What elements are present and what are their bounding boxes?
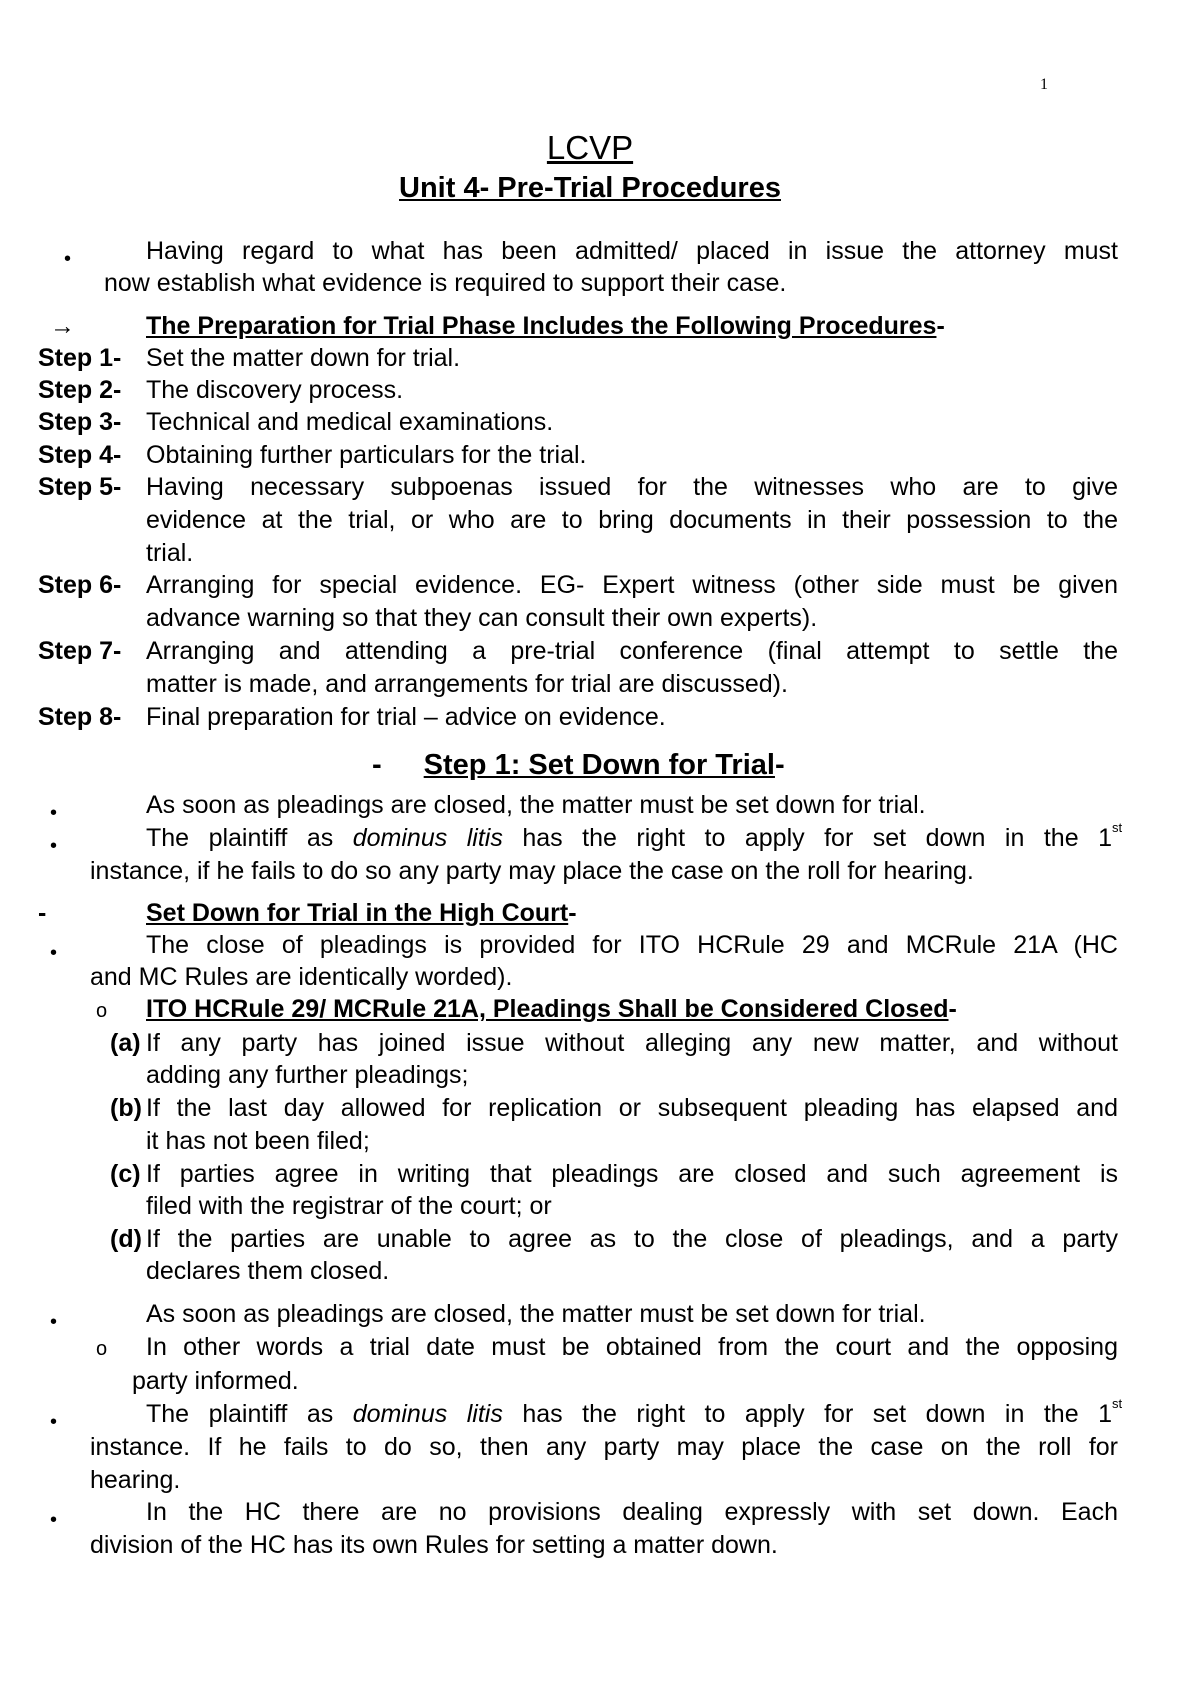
hc-bullet-1-line-2: and MC Rules are identically worded). <box>90 963 513 991</box>
step-label: Step 1- <box>38 344 122 372</box>
hc-heading-dash: - <box>38 899 47 927</box>
hc-bullet-4-line-2: division of the HC has its own Rules for setting a matter down. <box>90 1531 778 1559</box>
step-text: Arranging for special evidence. EG- Expert witness (other side must be given <box>146 571 1118 599</box>
bullet-icon: • <box>50 835 58 857</box>
superscript: st <box>1112 1396 1123 1411</box>
step-text: Having necessary subpoenas issued for the witnesses who are to give <box>146 473 1118 501</box>
hc-bullet-4-line-1: In the HC there are no provisions dealing expressly with set down. Each <box>146 1498 1118 1526</box>
bullet-icon: • <box>50 1509 58 1531</box>
hc-heading-suffix: - <box>568 899 577 927</box>
step-text: Arranging and attending a pre-trial conference (final attempt to settle the <box>146 637 1118 665</box>
circle-bullet-icon: o <box>96 1000 108 1022</box>
item-label: (a) <box>110 1029 141 1057</box>
item-text: If the parties are unable to agree as to the close of pleadings, and a party <box>146 1225 1118 1253</box>
text-run: has the right to apply for set down in the 1 <box>502 1400 1112 1428</box>
text-run: The plaintiff as <box>146 1400 353 1428</box>
step-text: trial. <box>146 539 194 567</box>
hc-bullet-3-line-2: instance. If he fails to do so, then any party may place the case on the roll for <box>90 1433 1118 1461</box>
hc-bullet-3 <box>146 1399 1112 1429</box>
document-title: LCVP <box>546 129 634 166</box>
item-text: If parties agree in writing that pleadings are closed and such agreement is <box>146 1160 1118 1188</box>
hc-sub-heading <box>146 994 957 1024</box>
item-text: it has not been filed; <box>146 1127 370 1155</box>
bullet-icon: • <box>50 942 58 964</box>
bullet-icon: • <box>50 802 58 824</box>
item-text: filed with the registrar of the court; or <box>146 1192 552 1220</box>
item-label: (d) <box>110 1225 142 1253</box>
item-text: adding any further pleadings; <box>146 1061 469 1089</box>
step1-bullet-2 <box>146 823 1112 853</box>
step-text: The discovery process. <box>146 376 404 404</box>
step1-heading-suffix: - <box>774 749 785 781</box>
prep-heading-text: The Preparation for Trial Phase Includes the Following Procedures <box>146 312 937 340</box>
step-label: Step 4- <box>38 441 122 469</box>
hc-bullet-3-line-3: hearing. <box>90 1466 181 1494</box>
hc-bullet-2: As soon as pleadings are closed, the matter must be set down for trial. <box>146 1300 926 1328</box>
step-text: Final preparation for trial – advice on evidence. <box>146 703 666 731</box>
item-text: declares them closed. <box>146 1257 390 1285</box>
hc-bullet-1-line-1: The close of pleadings is provided for ITO HCRule 29 and MCRule 21A (HC <box>146 931 1118 959</box>
bullet-icon: • <box>64 248 72 270</box>
hc-bullet-2-sub-line-2: party informed. <box>132 1367 299 1395</box>
step-text: matter is made, and arrangements for trial are discussed). <box>146 670 788 698</box>
step-text: evidence at the trial, or who are to bring documents in their possession to the <box>146 506 1118 534</box>
superscript: st <box>1112 820 1123 835</box>
hc-bullet-2-sub-line-1: In other words a trial date must be obtained from the court and the opposing <box>146 1333 1118 1361</box>
emphasis-text: dominus litis <box>352 824 503 852</box>
arrow-icon: → <box>50 312 75 340</box>
emphasis-text: dominus litis <box>352 1400 503 1428</box>
step-label: Step 7- <box>38 637 122 665</box>
step-text: advance warning so that they can consult their own experts). <box>146 604 818 632</box>
step1-bullet-2-line-2: instance, if he fails to do so any party may place the case on the roll for hearing. <box>90 857 974 885</box>
document-subtitle: Unit 4- Pre-Trial Procedures <box>399 172 781 204</box>
step-label: Step 3- <box>38 408 122 436</box>
item-label: (c) <box>110 1160 141 1188</box>
step-label: Step 6- <box>38 571 122 599</box>
hc-heading <box>146 898 577 928</box>
step-label: Step 8- <box>38 703 122 731</box>
step1-bullet-1: As soon as pleadings are closed, the matter must be set down for trial. <box>146 791 926 819</box>
intro-line-2: now establish what evidence is required to support their case. <box>104 269 787 297</box>
prep-heading-suffix: - <box>936 312 945 340</box>
hc-heading-text: Set Down for Trial in the High Court <box>146 899 569 927</box>
step-label: Step 5- <box>38 473 122 501</box>
step-label: Step 2- <box>38 376 122 404</box>
step-text: Set the matter down for trial. <box>146 344 461 372</box>
page-number: 1 <box>1040 76 1048 93</box>
text-run: The plaintiff as <box>146 824 353 852</box>
item-text: If any party has joined issue without alleging any new matter, and without <box>146 1029 1118 1057</box>
bullet-icon: • <box>50 1311 58 1333</box>
text-run: has the right to apply for set down in the 1 <box>502 824 1112 852</box>
step-text: Obtaining further particulars for the trial. <box>146 441 587 469</box>
step1-heading-text: Step 1: Set Down for Trial <box>423 749 775 781</box>
hc-sub-heading-text: ITO HCRule 29/ MCRule 21A, Pleadings Shall be Considered Closed <box>146 995 949 1023</box>
hc-sub-heading-suffix: - <box>948 995 957 1023</box>
bullet-icon: • <box>50 1411 58 1433</box>
item-label: (b) <box>110 1094 142 1122</box>
prep-heading <box>146 311 945 341</box>
circle-bullet-icon: o <box>96 1338 108 1360</box>
step-text: Technical and medical examinations. <box>146 408 554 436</box>
step1-heading-dash: - <box>372 749 382 781</box>
step1-heading <box>372 748 785 782</box>
intro-line-1: Having regard to what has been admitted/ placed in issue the attorney must <box>146 237 1118 265</box>
item-text: If the last day allowed for replication or subsequent pleading has elapsed and <box>146 1094 1118 1122</box>
